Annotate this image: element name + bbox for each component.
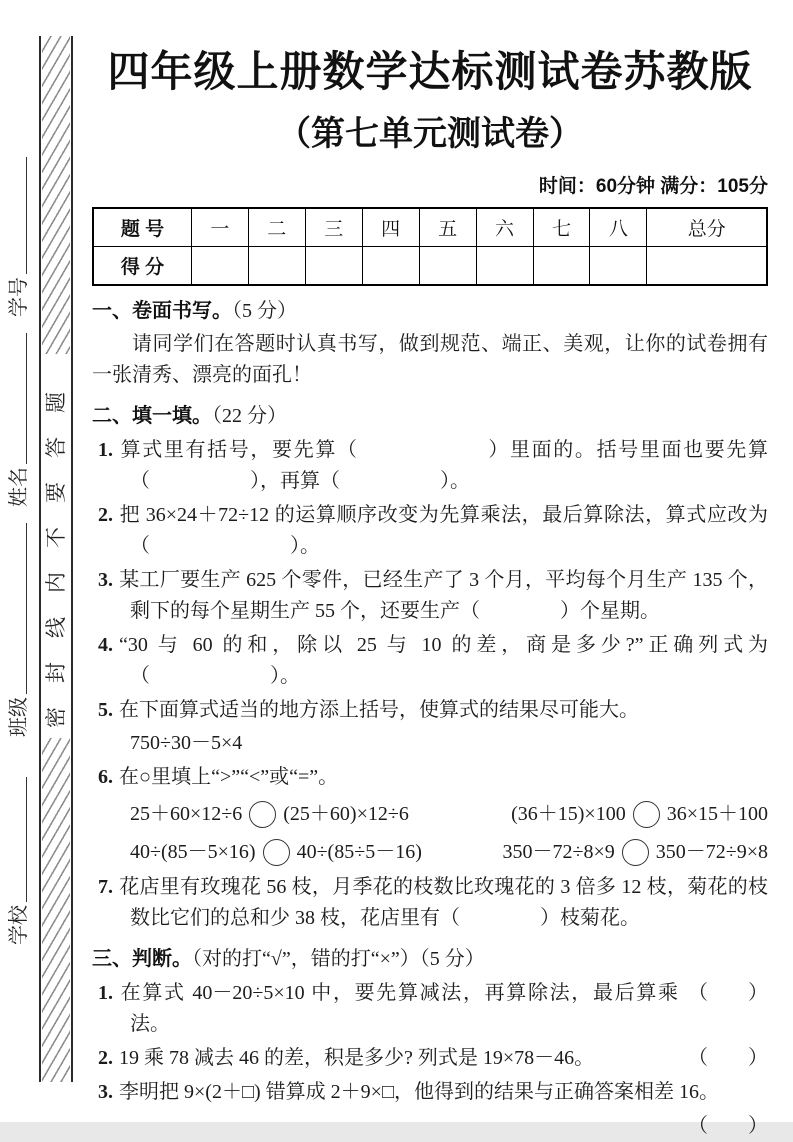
question-number: 1. xyxy=(98,439,113,461)
score-label: 得 分 xyxy=(93,247,191,286)
judge-question-1 xyxy=(92,978,768,1040)
fill-question-6 xyxy=(92,762,768,793)
score-cell xyxy=(419,247,476,286)
question-text: 在算式 40－20÷5×10 中，要先算减法，再算除法，最后算乘法。 xyxy=(119,982,678,1035)
fill-question-1 xyxy=(92,435,768,497)
class-blank-line xyxy=(26,523,27,694)
question-number: 5. xyxy=(98,699,113,721)
fill-question-5 xyxy=(92,695,768,726)
seal-field-class xyxy=(6,523,32,737)
score-cell xyxy=(248,247,305,286)
score-cell xyxy=(590,247,647,286)
score-table-header-row xyxy=(93,208,767,247)
seal-field-school xyxy=(6,777,32,945)
comparison-2 xyxy=(511,797,768,831)
answer-bracket: （ ） xyxy=(688,1047,768,1069)
score-cell xyxy=(476,247,533,286)
comparison-left: 25＋60×12÷6 xyxy=(130,803,243,825)
fill-question-7 xyxy=(92,872,768,934)
seal-line-column xyxy=(39,36,73,1082)
comparison-3 xyxy=(130,835,422,869)
section3-title: 三、判断。 xyxy=(92,948,192,970)
seal-hatch-bottom xyxy=(42,738,70,1082)
question-text-wrap xyxy=(92,978,678,1040)
question-text: 19 乘 78 减去 46 的差，积是多少? 列式是 19×78－46。 xyxy=(119,1047,595,1069)
question-text: 某工厂要生产 625 个零件，已经生产了 3 个月，平均每个月生产 135 个，剩下的每个星期生产 55 个，还要生产（ ）个星期。 xyxy=(119,569,768,622)
section1-title: 一、卷面书写。 xyxy=(92,300,232,322)
fill-question-4 xyxy=(92,630,768,692)
comparison-right: (25＋60)×12÷6 xyxy=(283,803,409,825)
score-cell xyxy=(305,247,362,286)
page-title: 四年级上册数学达标测试卷苏教版 xyxy=(107,48,753,95)
section1-body: 请同学们在答题时认真书写，做到规范、端正、美观，让你的试卷拥有一张清秀、漂亮的面孔！ xyxy=(92,333,768,386)
question-number: 4. xyxy=(98,634,113,656)
score-cell xyxy=(362,247,419,286)
col-8: 八 xyxy=(590,208,647,247)
question-number: 2. xyxy=(98,504,113,526)
judge-question-3 xyxy=(92,1077,768,1108)
question-text: 把 36×24＋72÷12 的运算顺序改变为先算乘法，最后算除法，算式应改为（ ）。 xyxy=(119,504,768,557)
col-6: 六 xyxy=(476,208,533,247)
comparison-left: 350－72÷8×9 xyxy=(502,841,615,863)
fill-question-3 xyxy=(92,565,768,627)
comparison-row-2 xyxy=(130,835,768,869)
col-7: 七 xyxy=(533,208,590,247)
judge-question-3-bracket: （ ） xyxy=(688,1115,768,1137)
col-4: 四 xyxy=(362,208,419,247)
school-blank-line xyxy=(26,777,27,902)
col-3: 三 xyxy=(305,208,362,247)
col-1: 一 xyxy=(191,208,248,247)
section2-points: （22 分） xyxy=(212,405,287,427)
question-number: 1. xyxy=(98,982,113,1004)
question-text: 在○里填上“>”“<”或“=”。 xyxy=(119,766,339,788)
score-table xyxy=(92,207,768,286)
name-label: 姓名 xyxy=(8,467,30,507)
comparison-left: (36＋15)×100 xyxy=(511,803,626,825)
section1-heading xyxy=(92,296,768,327)
score-cell xyxy=(533,247,590,286)
section3-note: （对的打“√”，错的打“×”）（5 分） xyxy=(192,948,485,970)
answer-bracket: （ ） xyxy=(688,982,768,1004)
score-cell xyxy=(191,247,248,286)
time-score-meta: 时间：60分钟 满分：105分 xyxy=(538,176,768,197)
question-number: 2. xyxy=(98,1047,113,1069)
comparison-right: 40÷(85÷5－16) xyxy=(296,841,422,863)
name-blank-line xyxy=(26,333,27,464)
comparison-right: 36×15＋100 xyxy=(666,803,768,825)
comparison-row-1 xyxy=(130,797,768,831)
page-subtitle: （第七单元测试卷） xyxy=(277,115,583,153)
section1-points: （5 分） xyxy=(232,300,297,322)
compare-circle xyxy=(249,801,276,828)
comparison-4 xyxy=(502,835,768,869)
fill-question-2 xyxy=(92,500,768,562)
question-number: 3. xyxy=(98,569,113,591)
section3-heading xyxy=(92,944,768,975)
question-text: “30 与 60 的和，除以 25 与 10 的差，商是多少?”正确列式为（ ）。 xyxy=(119,634,768,687)
question-number: 6. xyxy=(98,766,113,788)
seal-field-student-id xyxy=(6,157,32,317)
question-number: 7. xyxy=(98,876,113,898)
student-id-label: 学号 xyxy=(8,277,30,317)
comparison-right: 350－72÷9×8 xyxy=(655,841,768,863)
question-text: 花店里有玫瑰花 56 枝，月季花的枝数比玫瑰花的 3 倍多 12 枝，菊花的枝数比它们的总和少 38 枝，花店里有（ ）枝菊花。 xyxy=(119,876,768,929)
exam-content xyxy=(92,0,768,1142)
question-text: 李明把 9×(2＋□) 错算成 2＋9×□，他得到的结果与正确答案相差 16。 xyxy=(119,1081,720,1103)
seal-field-name xyxy=(6,333,32,507)
judge-question-2 xyxy=(92,1043,768,1074)
comparison-left: 40÷(85－5×16) xyxy=(130,841,256,863)
compare-circle xyxy=(633,801,660,828)
comparison-1 xyxy=(130,797,409,831)
seal-line-text: 密封线内不要答题 xyxy=(44,368,68,728)
seal-hatch-top xyxy=(42,36,70,354)
student-id-blank-line xyxy=(26,157,27,274)
col-total: 总分 xyxy=(647,208,767,247)
question-number: 3. xyxy=(98,1081,113,1103)
question-text: 算式里有括号，要先算（ ）里面的。括号里面也要先算（ ），再算（ ）。 xyxy=(119,439,768,492)
col-2: 二 xyxy=(248,208,305,247)
school-label: 学校 xyxy=(8,905,30,945)
question-number-label: 题 号 xyxy=(93,208,191,247)
score-cell-total xyxy=(647,247,767,286)
section2-title: 二、填一填。 xyxy=(92,405,212,427)
question-text: 在下面算式适当的地方添上括号，使算式的结果尽可能大。 xyxy=(119,699,639,721)
compare-circle xyxy=(263,839,290,866)
question-5-expression: 750÷30－5×4 xyxy=(130,732,243,754)
score-table-score-row xyxy=(93,247,767,286)
section2-heading xyxy=(92,401,768,432)
compare-circle xyxy=(622,839,649,866)
class-label: 班级 xyxy=(8,697,30,737)
col-5: 五 xyxy=(419,208,476,247)
question-text-wrap xyxy=(92,1043,594,1074)
